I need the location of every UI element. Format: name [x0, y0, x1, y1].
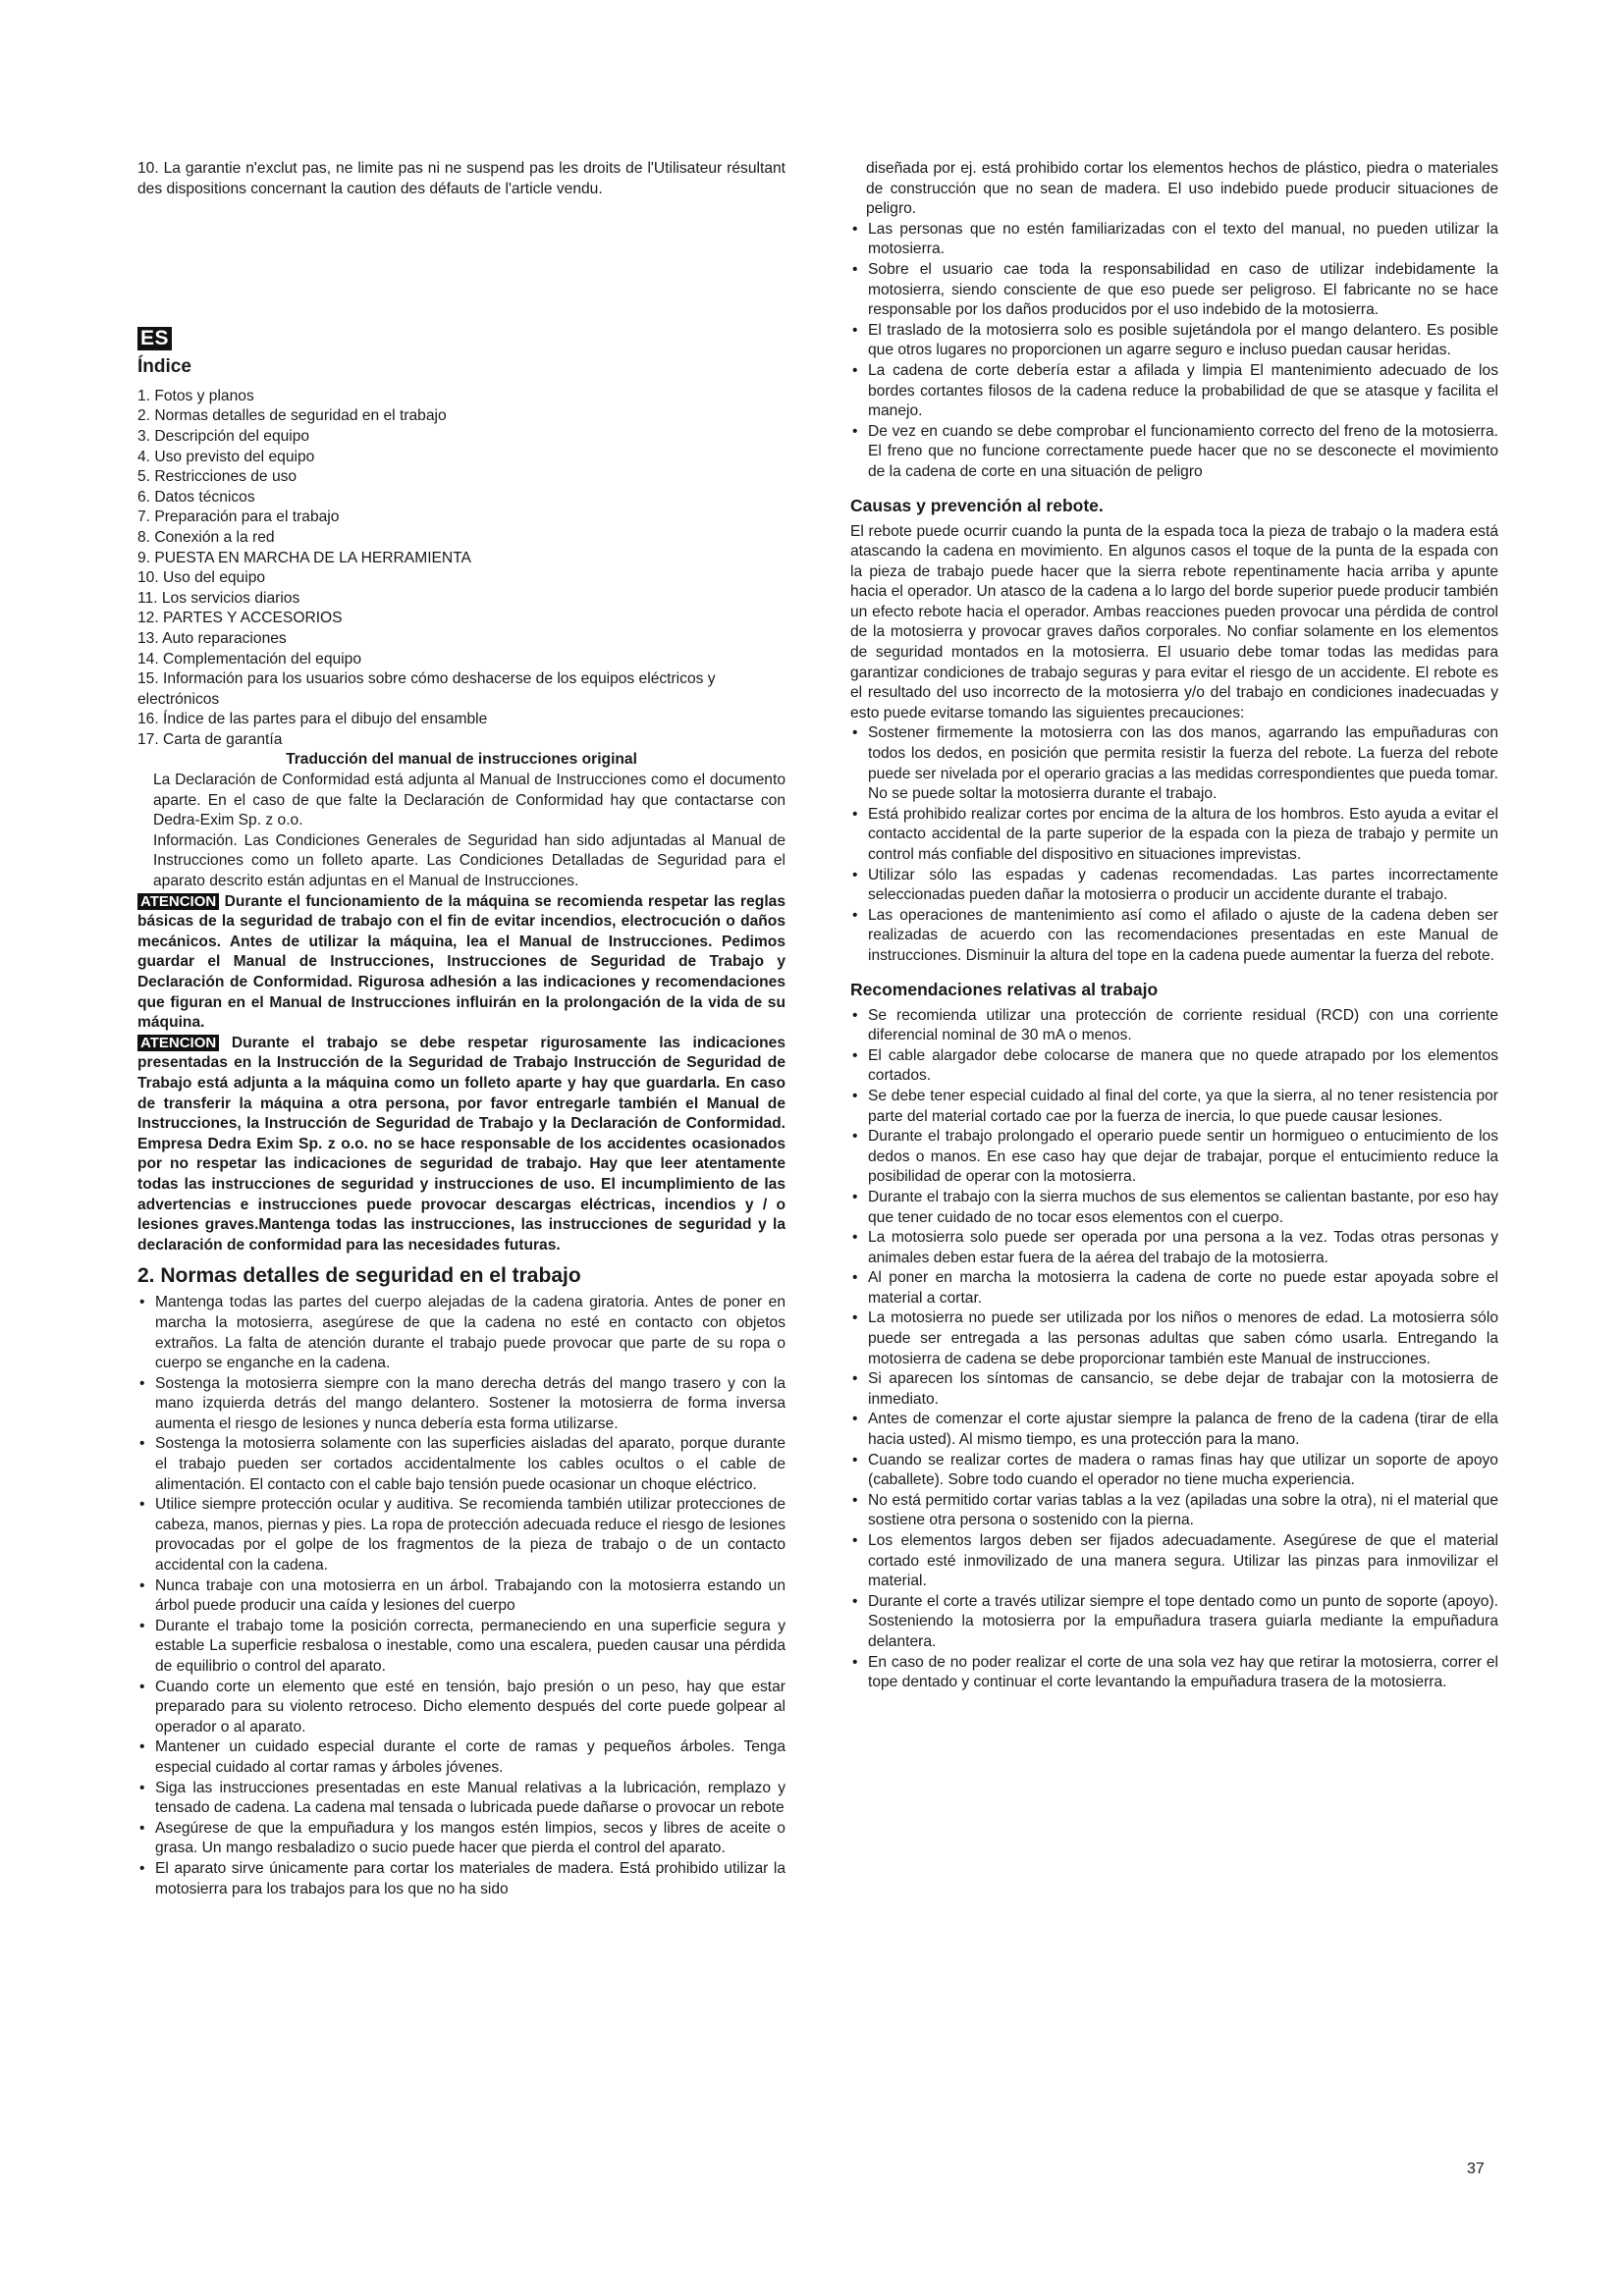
list-item: • Utilizar sólo las espadas y cadenas recomendadas. Las partes incorrectamente seleccionadas pueden dañar la motosierra o producir un accidente durante el trabajo.: [850, 866, 1498, 906]
index-list: [137, 387, 785, 751]
list-item: • Está prohibido realizar cortes por encima de la altura de los hombros. Esto ayuda a evitar el contacto accidental de la parte superior de la espada con la pieza de trabajo y permite un control más confiable del dispositivo en situaciones imprevistas.: [850, 805, 1498, 866]
index-item: 13. Auto reparaciones: [137, 629, 287, 647]
intro-paragraph: 10. La garantie n'exclut pas, ne limite pas ni ne suspend pas les droits de l'Utilisateur résultant des dispositions concernant la caution des défauts de l'article vendu.: [137, 160, 785, 197]
index-section: [137, 327, 785, 750]
index-item: 9. PUESTA EN MARCHA DE LA HERRAMIENTA: [137, 549, 471, 566]
warning-text-1: Durante el funcionamiento de la máquina se recomienda respetar las reglas básicas de la seguridad de trabajo con el fin de evitar incendios, electrocución o daños mecánicos. Antes de utilizar la máquina, lea el Manual de Instrucciones. Pedimos guardar el Manual de Instrucciones, Instrucciones de Seguridad de Trabajo y Declaración de Conformidad. Rigurosa adhesión a las indicaciones y recomendaciones que figuran en el Manual de Instrucciones influirán en la prolongación de la vida de su máquina.: [137, 892, 785, 1032]
section-2-title: 2. Normas detalles de seguridad en el trabajo: [137, 1264, 581, 1288]
index-item: 2. Normas detalles de seguridad en el trabajo: [137, 407, 447, 425]
index-item: 3. Descripción del equipo: [137, 427, 310, 445]
list-item: • El traslado de la motosierra solo es posible sujetándola por el mango delantero. Es posible que otros lugares no proporcionen un agarre seguro e incluso puedan causar heridas.: [850, 321, 1498, 361]
list-item: • La cadena de corte debería estar a afilada y limpia El mantenimiento adecuado de los bordes cortantes filosos de la cadena reduce la probabilidad de que se atasque y facilita el manejo.: [850, 361, 1498, 422]
work-recommendations-title: Recomendaciones relativas al trabajo: [850, 979, 1159, 999]
list-item: • Utilice siempre protección ocular y auditiva. Se recomienda también utilizar protecciones de cabeza, manos, piernas y pies. La ropa de protección adecuada reduce el riesgo de lesiones provocadas por el golpe de los fragmentos de la pieza de trabajo o de un contacto accidental con la cadena.: [137, 1495, 785, 1575]
list-item: • Mantenga todas las partes del cuerpo alejadas de la cadena giratoria. Antes de poner en marcha la motosierra, asegúrese de que la cadena no esté en contacto con objetos extraños. La falta de atención durante el trabajo puede provocar que parte de su ropa o cuerpo se enganche en la cadena.: [137, 1293, 785, 1373]
list-item: • Siga las instrucciones presentadas en este Manual relativas a la lubricación, remplazo y tensado de cadena. La cadena mal tensada o lubricada puede dañarse o provocar un rebote: [137, 1779, 785, 1819]
list-item: • Nunca trabaje con una motosierra en un árbol. Trabajando con la motosierra estando un árbol puede producir una caída y lesiones del cuerpo: [137, 1576, 785, 1617]
list-item: • El aparato sirve únicamente para cortar los materiales de madera. Está prohibido utilizar la motosierra para los trabajos para los que no ha sido: [137, 1859, 785, 1899]
list-item: • Las personas que no estén familiarizadas con el texto del manual, no pueden utilizar la motosierra.: [850, 220, 1498, 260]
list-item: • Sostenga la motosierra siempre con la mano derecha detrás del mango trasero y con la mano izquierda detrás del mango delantero. Sostener la motosierra de forma inversa aumenta el riesgo de lesiones y nunca debería esta forma utilizarse.: [137, 1374, 785, 1435]
list-item: • Sobre el usuario cae toda la responsabilidad en caso de utilizar indebidamente la motosierra, siendo consciente de que eso puede ser peligroso. El fabricante no se hace responsable por los daños producidos por el uso indebido de la motosierra.: [850, 260, 1498, 321]
kickback-list: [850, 723, 1498, 966]
work-recommendations-list: [850, 1006, 1498, 1693]
index-item: 6. Datos técnicos: [137, 488, 255, 506]
list-item: • Los elementos largos deben ser fijados adecuadamente. Asegúrese de que el material cortado esté inmovilizado de una manera segura. Utilizar las pinzas para inmovilizar el material.: [850, 1531, 1498, 1592]
list-item: • Antes de comenzar el corte ajustar siempre la palanca de freno de la cadena (tirar de ella hacia usted). Al mismo tiempo, es una protección para la mano.: [850, 1410, 1498, 1450]
list-item: • Se recomienda utilizar una protección de corriente residual (RCD) con una corriente diferencial nominal de 30 mA o menos.: [850, 1006, 1498, 1046]
right-column: [850, 159, 1498, 1693]
list-item: • Cuando corte un elemento que esté en tensión, bajo presión o un peso, hay que estar preparado para su violento retroceso. Dicho elemento después del corte puede golpear al operador o al aparato.: [137, 1678, 785, 1738]
warning-text-2: Durante el trabajo se debe respetar rigurosamente las indicaciones presentadas en la Instrucción de la Seguridad de Trabajo Instrucción de Seguridad de Trabajo está adjunta a la máquina como un folleto aparte y hay que guardarla. En caso de transferir la máquina a otra persona, por favor entregarle también el Manual de Instrucciones, la Instrucción de Seguridad de Trabajo y la Declaración de Conformidad. Empresa Dedra Exim Sp. z o.o. no se hace responsable de los accidentes ocasionados por no respetar las indicaciones de seguridad de trabajo. Hay que leer atentamente todas las instrucciones de seguridad y instrucciones de uso. El incumplimiento de las advertencias e instrucciones puede provocar descargas eléctricas, incendios y / o lesiones graves.Mantenga todas las instrucciones, las instrucciones de seguridad y la declaración de conformidad para las necesidades futuras.: [137, 1034, 785, 1254]
kickback-paragraph: El rebote puede ocurrir cuando la punta de la espada toca la pieza de trabajo o la madera está atascando la cadena en movimiento. En algunos casos el toque de la punta de la espada con la pieza de trabajo puede hacer que la sierra rebote repentinamente hacia arriba y apunte hacia el operador. Un atasco de la cadena a lo largo del borde superior puede producir también un efecto rebote hacia el operador. Ambas reacciones pueden provocar una pérdida de control de la motosierra y provocar graves daños corporales. No confiar solamente en los elementos de seguridad montados en la motosierra. El usuario debe tomar todas las medidas para garantizar condiciones de trabajo seguras y para evitar el riesgo de un accidente. El rebote es el resultado del uso incorrecto de la motosierra y/o del trabajo en condiciones inadecuadas y esto puede evitarse tomando las siguientes precauciones:: [850, 522, 1498, 721]
list-item: • Las operaciones de mantenimiento así como el afilado o ajuste de la cadena deben ser realizadas de acuerdo con las recomendaciones presentadas en este Manual de instrucciones. Disminuir la altura del tope en la cadena puede aumentar la fuerza del rebote.: [850, 906, 1498, 967]
index-item: 12. PARTES Y ACCESORIOS: [137, 610, 343, 627]
translation-title: Traducción del manual de instrucciones original: [286, 751, 637, 769]
warning-badge: ATENCION: [137, 893, 219, 910]
list-item: • Durante el corte a través utilizar siempre el tope dentado como un punto de soporte (apoyo). Sosteniendo la motosierra por la empuñadura trasera guiarla mediante la empuñadura delantera.: [850, 1592, 1498, 1653]
list-item: • El cable alargador debe colocarse de manera que no quede atrapado por los elementos cortados.: [850, 1046, 1498, 1087]
index-item: 17. Carta de garantía: [137, 730, 283, 748]
warning-badge: ATENCION: [137, 1035, 219, 1051]
list-item: • Al poner en marcha la motosierra la cadena de corte no puede estar apoyada sobre el material a cortar.: [850, 1268, 1498, 1308]
conformity-paragraph: La Declaración de Conformidad está adjunta al Manual de Instrucciones como el documento aparte. En el caso de que falte la Declaración de Conformidad hay que contactarse con Dedra-Exim Sp. z o.o.: [153, 772, 785, 829]
list-item: • La motosierra no puede ser utilizada por los niños o menores de edad. La motosierra sólo puede ser entregada a las personas adultas que saben cómo usarla. Entregando la motosierra de cadena se debe proporcionar también este Manual de instrucciones.: [850, 1308, 1498, 1369]
index-item: 5. Restricciones de uso: [137, 468, 298, 486]
index-item: 11. Los servicios diarios: [137, 589, 300, 607]
index-item: 8. Conexión a la red: [137, 528, 275, 546]
list-item: • No está permitido cortar varias tablas a la vez (apiladas una sobre la otra), ni el material que sostiene otra persona o sostenido con la pierna.: [850, 1491, 1498, 1531]
page-number: 37: [1467, 2161, 1485, 2177]
list-item: • Si aparecen los síntomas de cansancio, se debe dejar de trabajar con la motosierra de inmediato.: [850, 1369, 1498, 1410]
continuation-paragraph: diseñada por ej. está prohibido cortar los elementos hechos de plástico, piedra o materiales de construcción que no sean de madera. El uso indebido puede producir situaciones de peligro.: [866, 160, 1498, 218]
safety-list-continued: [850, 220, 1498, 483]
language-badge: ES: [137, 327, 172, 350]
kickback-title: Causas y prevención al rebote.: [850, 495, 1104, 515]
information-paragraph: Información. Las Condiciones Generales de Seguridad han sido adjuntadas al Manual de Instrucciones como un folleto aparte. Las Condiciones Detalladas de Seguridad para el aparato descrito están adjuntas en el Manual de Instrucciones.: [153, 831, 785, 890]
list-item: • Sostener firmemente la motosierra con las dos manos, agarrando las empuñaduras con todos los dedos, en posición que permita resistir la fuerza del rebote. La fuerza del rebote puede ser nivelada por el operario gracias a las medidas correspondientes que pueda tomar. No se puede soltar la motosierra durante el trabajo.: [850, 723, 1498, 804]
list-item: • Mantener un cuidado especial durante el corte de ramas y pequeños árboles. Tenga especial cuidado al cortar ramas y árboles jóvenes.: [137, 1737, 785, 1778]
index-item: 1. Fotos y planos: [137, 387, 254, 404]
list-item: • La motosierra solo puede ser operada por una persona a la vez. Todas otras personas y animales deben estar fuera de la aérea del trabajo de la motosierra.: [850, 1228, 1498, 1268]
warning-block-1: [137, 892, 785, 1034]
index-item: 4. Uso previsto del equipo: [137, 448, 315, 465]
index-item: 16. Índice de las partes para el dibujo del ensamble: [137, 711, 488, 728]
list-item: • Durante el trabajo tome la posición correcta, permaneciendo en una superficie segura y estable La superficie resbalosa o inestable, como una escalera, pueden causar una pérdida de equilibrio o control del aparato.: [137, 1617, 785, 1678]
list-item: • Durante el trabajo con la sierra muchos de sus elementos se calientan bastante, por eso hay que tener cuidado de no tocar esos elementos con el cuerpo.: [850, 1188, 1498, 1228]
list-item: • Sostenga la motosierra solamente con las superficies aisladas del aparato, porque durante el trabajo pueden ser cortados accidentalmente los cables ocultos o el cable de alimentación. El contacto con el cable bajo tensión puede ocasionar un choque eléctrico.: [137, 1434, 785, 1495]
warning-block-2: [137, 1034, 785, 1256]
section-2-list: [137, 1293, 785, 1899]
index-title: Índice: [137, 355, 191, 377]
index-item: 15. Información para los usuarios sobre cómo deshacerse de los equipos eléctricos y electrónicos: [137, 670, 716, 708]
list-item: • Se debe tener especial cuidado al final del corte, ya que la sierra, al no tener resistencia por parte del material cortado cae por la fuerza de inercia, lo que puede causar lesiones.: [850, 1087, 1498, 1127]
index-item: 10. Uso del equipo: [137, 569, 266, 587]
left-column: [137, 159, 785, 1899]
list-item: • De vez en cuando se debe comprobar el funcionamiento correcto del freno de la motosierra. El freno que no funcione correctamente puede hacer que no se desconecte el movimiento de la cadena de corte en una situación de peligro: [850, 422, 1498, 483]
index-item: 7. Preparación para el trabajo: [137, 508, 340, 526]
index-item: 14. Complementación del equipo: [137, 650, 361, 667]
list-item: • Asegúrese de que la empuñadura y los mangos estén limpios, secos y libres de aceite o grasa. Un mango resbaladizo o sucio puede hacer que pierda el control del aparato.: [137, 1819, 785, 1859]
list-item: • Cuando se realizar cortes de madera o ramas finas hay que utilizar un soporte de apoyo (caballete). Sobre todo cuando el operador no tiene mucha experiencia.: [850, 1451, 1498, 1491]
list-item: • En caso de no poder realizar el corte de una sola vez hay que retirar la motosierra, correr el tope dentado y continuar el corte levantando la empuñadura trasera de la motosierra.: [850, 1653, 1498, 1693]
list-item: • Durante el trabajo prolongado el operario puede sentir un hormigueo o entucimiento de los dedos o manos. En ese caso hay que dejar de trabajar, porque el entucimiento reduce la posibilidad de operar con la motosierra.: [850, 1127, 1498, 1188]
